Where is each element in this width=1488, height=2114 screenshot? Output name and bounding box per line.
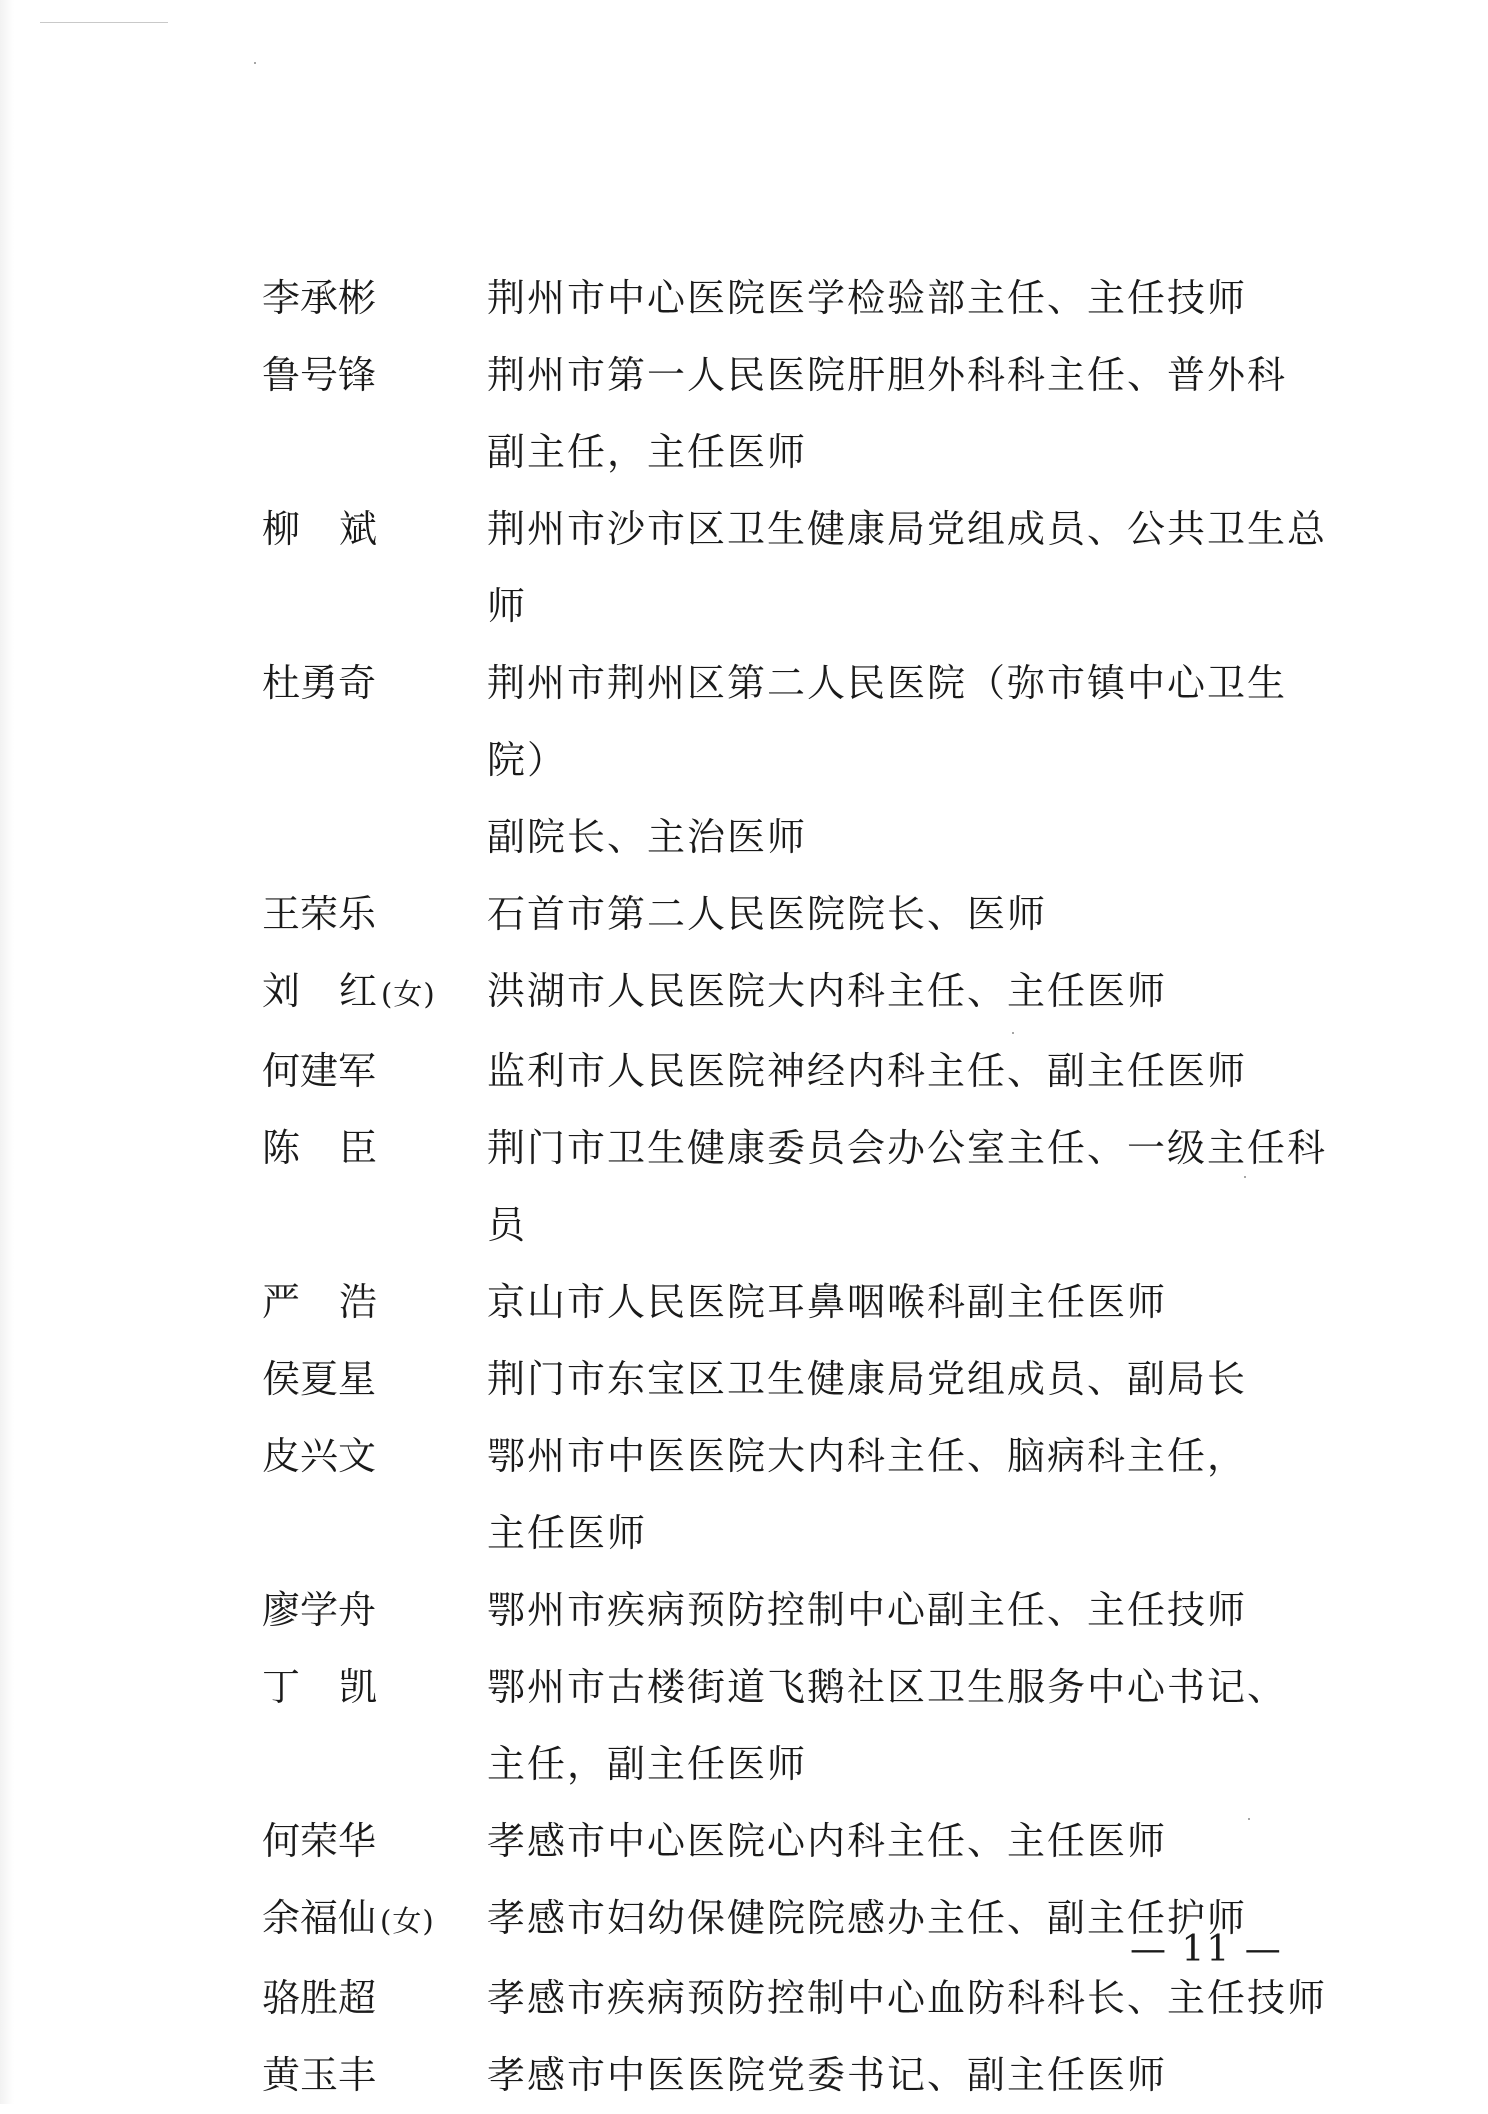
position-description: 鄂州市中医医院大内科主任、脑病科主任， 主任医师 <box>487 1434 1248 1555</box>
position-description: 孝感市妇幼保健院院感办主任、副主任护师 <box>487 1896 1248 1940</box>
position-description: 荆州市中心医院医学检验部主任、主任技师 <box>487 276 1248 320</box>
position-description: 石首市第二人民医院院长、医师 <box>487 892 1048 936</box>
position-description: 荆门市卫生健康委员会办公室主任、一级主任科员 <box>487 1126 1328 1247</box>
list-item <box>0 1264 1488 1341</box>
person-name: 侯 夏 星 <box>262 1357 377 1401</box>
gender-note: (女) <box>381 977 436 1011</box>
person-name: 严 浩 <box>262 1280 378 1324</box>
list-item <box>0 1418 1488 1572</box>
position-description: 孝感市疾病预防控制中心血防科科长、主任技师 <box>487 1976 1328 2020</box>
position-description: 孝感市中医医院党委书记、副主任医师 <box>487 2053 1168 2097</box>
list-item <box>0 1341 1488 1418</box>
person-name: 陈 臣 <box>262 1126 378 1170</box>
scan-speck <box>254 62 256 64</box>
person-name: 柳 斌 <box>262 507 378 551</box>
list-item <box>0 2037 1488 2114</box>
person-name: 刘 红 (女) <box>262 953 487 1033</box>
person-name: 骆 胜 超 <box>262 1976 377 2020</box>
list-item <box>0 1033 1488 1110</box>
list-item <box>0 645 1488 876</box>
person-name: 鲁 号 锋 <box>262 353 377 397</box>
person-name: 丁 凯 <box>262 1665 378 1709</box>
position-description: 鄂州市古楼街道飞鹅社区卫生服务中心书记、 主任，副主任医师 <box>487 1665 1288 1786</box>
position-description: 鄂州市疾病预防控制中心副主任、主任技师 <box>487 1588 1248 1632</box>
list-item <box>0 876 1488 953</box>
position-description: 京山市人民医院耳鼻咽喉科副主任医师 <box>487 1280 1168 1324</box>
list-item <box>0 953 1488 1033</box>
person-name: 何 荣 华 <box>262 1819 377 1863</box>
list-item <box>0 1649 1488 1803</box>
person-name: 廖 学 舟 <box>262 1588 377 1632</box>
gender-note: (女) <box>380 1904 435 1938</box>
position-description: 荆州市荆州区第二人民医院（弥市镇中心卫生院） 副院长、主治医师 <box>487 661 1288 859</box>
page-number: — 11 — <box>1130 1929 1283 1970</box>
appointee-list <box>0 260 1488 2114</box>
position-description: 荆门市东宝区卫生健康局党组成员、副局长 <box>487 1357 1248 1401</box>
person-name: 杜 勇 奇 <box>262 661 377 705</box>
position-description: 监利市人民医院神经内科主任、副主任医师 <box>487 1049 1248 1093</box>
person-name: 李 承 彬 <box>262 276 377 320</box>
position-description: 洪湖市人民医院大内科主任、主任医师 <box>487 969 1168 1013</box>
person-name: 余 福 仙 (女) <box>262 1880 487 1960</box>
header-rule <box>40 22 168 23</box>
person-name: 皮 兴 文 <box>262 1434 377 1478</box>
person-name: 何 建 军 <box>262 1049 377 1093</box>
position-description: 荆州市第一人民医院肝胆外科科主任、普外科 副主任，主任医师 <box>487 353 1288 474</box>
list-item <box>0 260 1488 337</box>
list-item <box>0 1803 1488 1880</box>
position-description: 荆州市沙市区卫生健康局党组成员、公共卫生总师 <box>487 507 1328 628</box>
list-item <box>0 1110 1488 1264</box>
list-item <box>0 337 1488 491</box>
list-item <box>0 491 1488 645</box>
person-name: 王 荣 乐 <box>262 892 377 936</box>
position-description: 孝感市中心医院心内科主任、主任医师 <box>487 1819 1168 1863</box>
list-item <box>0 1572 1488 1649</box>
person-name: 黄 玉 丰 <box>262 2053 377 2097</box>
